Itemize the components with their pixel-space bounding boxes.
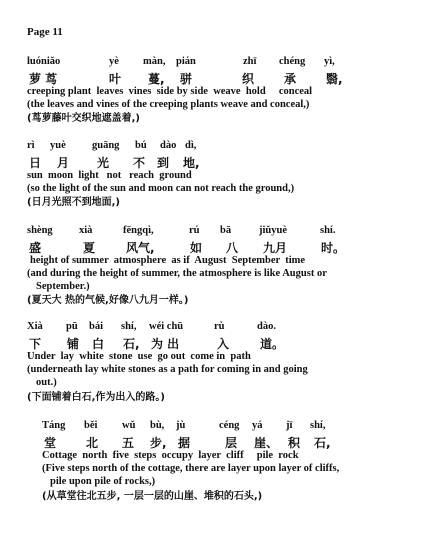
- pinyin-word: yá: [252, 420, 263, 431]
- hanzi-word: 地,: [183, 156, 200, 170]
- pinyin-word: guāng: [92, 140, 120, 151]
- pinyin-word: zhī: [243, 56, 257, 67]
- hanzi-word: 石,: [123, 337, 140, 351]
- pinyin-word: rù: [214, 321, 225, 332]
- hanzi-word: 步,: [150, 436, 167, 450]
- english-gloss: sun moon light not reach ground: [27, 170, 192, 181]
- translation-line: September.): [36, 281, 90, 292]
- pinyin-word: pián: [176, 56, 196, 67]
- pinyin-word: wǔ: [122, 420, 136, 431]
- pinyin-word: chéng: [279, 56, 306, 67]
- translation-line: pile upon pile of rocks,): [50, 476, 156, 487]
- english-gloss: creeping plant leaves vines side by side weave hold conceal: [27, 86, 313, 97]
- hanzi-word: 风气,: [126, 241, 155, 255]
- translation-line: (and during the height of summer, the atmosphere is like August or: [27, 268, 327, 279]
- chinese-translation: (从草堂往北五步, 一层一层的山崖、堆积的石头,): [42, 491, 263, 502]
- pinyin-word: bā: [220, 225, 232, 236]
- pinyin-word: yè: [109, 56, 119, 67]
- hanzi-word: 织: [242, 72, 255, 86]
- translation-line: (underneath lay white stones as a path for coming in and going: [27, 364, 308, 375]
- pinyin-word: dào: [160, 140, 177, 151]
- pinyin-word: jī: [286, 420, 293, 431]
- pinyin-word: màn,: [143, 56, 166, 67]
- pinyin-word: pū: [66, 321, 78, 332]
- hanzi-word: 翳,: [326, 72, 343, 86]
- hanzi-word: 日: [29, 156, 42, 170]
- pinyin-word: rì: [27, 140, 35, 151]
- pinyin-word: Táng: [42, 420, 66, 431]
- pinyin-word: yuè: [50, 140, 66, 151]
- chinese-translation: (下面铺着白石,作为出入的路。): [27, 392, 165, 403]
- hanzi-word: 月: [57, 156, 70, 170]
- hanzi-word: 萝 茑: [29, 72, 58, 86]
- hanzi-word: 北: [86, 436, 99, 450]
- hanzi-word: 如: [190, 241, 203, 255]
- chinese-translation: (夏天大 热的气候,好像八九月一样。): [27, 295, 189, 306]
- hanzi-word: 层: [225, 436, 238, 450]
- pinyin-word: Xià: [27, 321, 43, 332]
- hanzi-word: 石,: [314, 436, 331, 450]
- translation-line: (the leaves and vines of the creeping plants weave and conceal,): [27, 99, 310, 110]
- chinese-translation: (茑萝藤叶交织地遮盖着,): [27, 113, 140, 124]
- hanzi-word: 九月: [263, 241, 288, 255]
- hanzi-word: 到: [157, 156, 170, 170]
- pinyin-word: shí,: [121, 321, 137, 332]
- pinyin-word: bù,: [150, 420, 165, 431]
- translation-line: out.): [36, 377, 57, 388]
- pinyin-word: shèng: [27, 225, 53, 236]
- english-gloss: height of summer atmosphere as if August September time: [30, 255, 306, 266]
- pinyin-word: céng: [219, 420, 240, 431]
- hanzi-word: 堂: [44, 436, 57, 450]
- pinyin-word: wéi chū: [149, 321, 184, 332]
- hanzi-word: 蔓,: [148, 72, 165, 86]
- hanzi-word: 光: [97, 156, 110, 170]
- pinyin-word: bú: [135, 140, 147, 151]
- hanzi-word: 入: [217, 337, 230, 351]
- pinyin-word: shí.: [320, 225, 336, 236]
- hanzi-word: 积: [288, 436, 301, 450]
- hanzi-word: 据: [178, 436, 191, 450]
- hanzi-word: 骈: [180, 72, 193, 86]
- pinyin-word: dì,: [185, 140, 197, 151]
- translation-line: (Five steps north of the cottage, there are layer upon layer of cliffs,: [42, 463, 340, 474]
- translation-line: (so the light of the sun and moon can not reach the ground,): [27, 183, 295, 194]
- english-gloss: Cottage north five steps occupy layer cliff pile rock: [42, 450, 299, 461]
- pinyin-word: luóniǎo: [27, 56, 61, 67]
- hanzi-word: 八: [226, 241, 239, 255]
- pinyin-word: xià: [79, 225, 93, 236]
- pinyin-word: běi: [84, 420, 98, 431]
- hanzi-word: 时。: [321, 241, 346, 255]
- pinyin-word: bái: [89, 321, 104, 332]
- pinyin-word: jù: [176, 420, 186, 431]
- pinyin-word: dào.: [257, 321, 276, 332]
- english-gloss: Under lay white stone use go out come in path: [27, 351, 251, 362]
- hanzi-word: 崖、: [254, 436, 279, 450]
- hanzi-word: 盛: [29, 241, 42, 255]
- pinyin-word: rú: [189, 225, 200, 236]
- hanzi-word: 铺: [67, 337, 80, 351]
- page-label: Page 11: [27, 26, 63, 38]
- hanzi-word: 为 出: [151, 337, 180, 351]
- hanzi-word: 叶: [109, 72, 122, 86]
- chinese-translation: (日月光照不到地面,): [27, 197, 120, 208]
- pinyin-word: yì,: [324, 56, 335, 67]
- hanzi-word: 承: [284, 72, 297, 86]
- hanzi-word: 白: [92, 337, 105, 351]
- pinyin-word: jiǔyuè: [259, 225, 288, 236]
- pinyin-word: shí,: [310, 420, 326, 431]
- hanzi-word: 下: [29, 337, 42, 351]
- hanzi-word: 不: [133, 156, 146, 170]
- hanzi-word: 夏: [83, 241, 96, 255]
- hanzi-word: 道。: [260, 337, 285, 351]
- hanzi-word: 五: [122, 436, 135, 450]
- pinyin-word: fēngqì,: [123, 225, 154, 236]
